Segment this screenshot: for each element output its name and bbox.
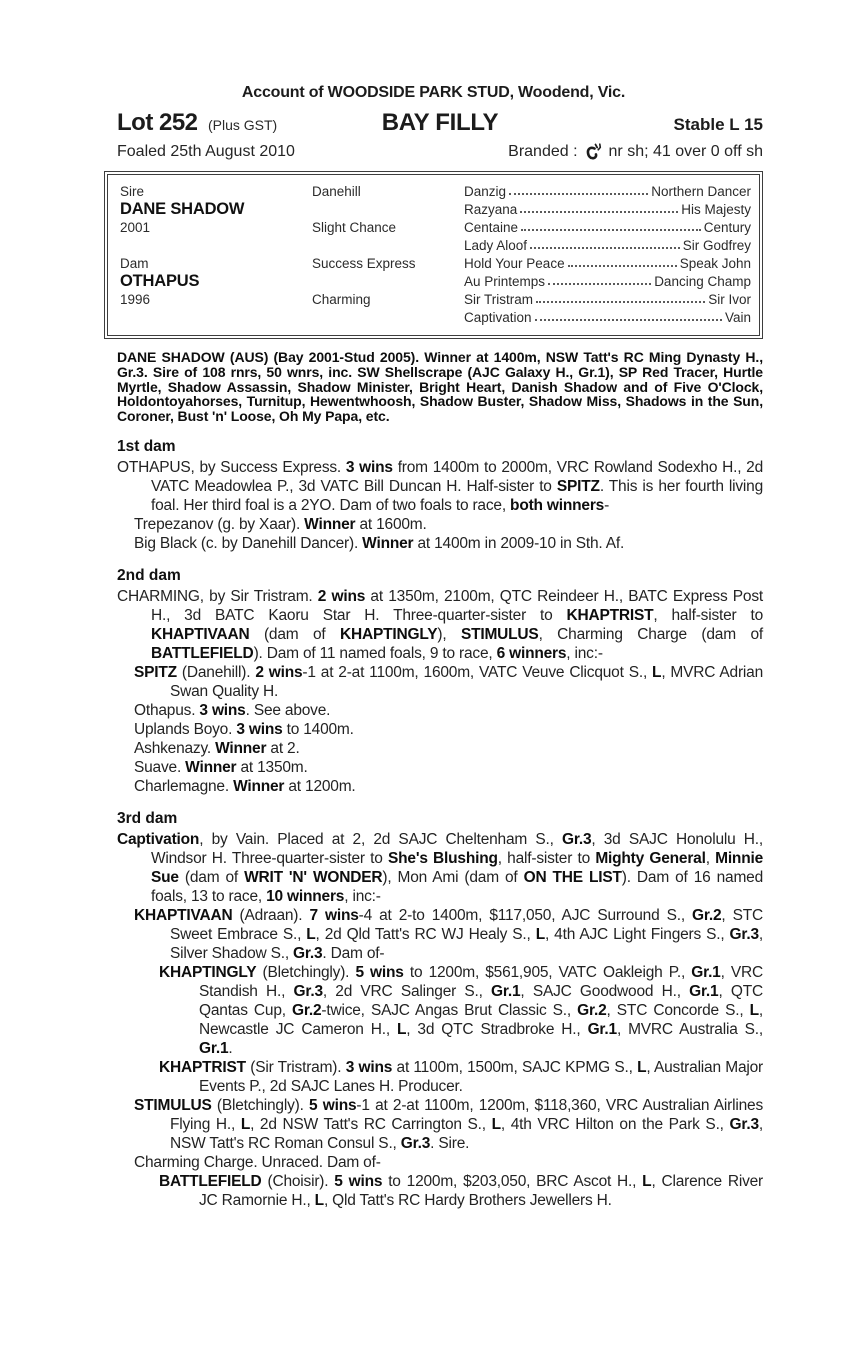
pedigree-row xyxy=(120,236,751,254)
bold-text: STIMULUS xyxy=(134,1096,212,1114)
pedigree-generation1-cell: OTHAPUS xyxy=(120,272,200,290)
bold-text: Gr.1 xyxy=(199,1039,229,1057)
pedigree-paragraph xyxy=(104,534,763,553)
pedigree-row xyxy=(120,254,751,272)
text: , 4th VRC Hilton on the Park S., xyxy=(500,1115,730,1133)
text: (dam of xyxy=(178,868,245,886)
text: . This is her fourth living foal. Her third foal is a 2YO. Dam of two foals to race, xyxy=(151,477,764,514)
bold-text: L xyxy=(396,1020,407,1038)
bold-text: Gr.1 xyxy=(491,982,521,1000)
pedigree-row xyxy=(120,290,751,308)
ancestor-name: Danzig xyxy=(464,183,507,199)
pedigree-paragraph xyxy=(104,701,763,720)
text: from 1400m to 2000m, VRC Rowland Sodexho H., 2d VATC Meadowlea P., 3d VATC Bill Duncan H. Half-sister to xyxy=(151,458,764,495)
text: ). Dam of 11 named foals, 9 to race, xyxy=(253,644,497,662)
bold-text: 2 wins xyxy=(317,587,366,605)
bold-text: 5 wins xyxy=(334,1172,383,1190)
bold-text: 3 wins xyxy=(199,701,246,719)
dam-sections xyxy=(104,438,763,1210)
lot-left xyxy=(117,109,382,137)
text: at 2. xyxy=(266,739,300,757)
bold-text: Gr.1 xyxy=(691,963,721,981)
pedigree-paragraph xyxy=(104,458,763,515)
bold-text: STIMULUS xyxy=(460,625,539,643)
bold-text: Gr.2 xyxy=(577,1001,607,1019)
pedigree-generation1-cell: 1996 xyxy=(120,291,151,307)
bold-text: SPITZ xyxy=(134,663,177,681)
bold-text: KHAPTIVAAN xyxy=(151,625,250,643)
bold-text: 5 wins xyxy=(309,1096,357,1114)
bold-text: ON THE LIST xyxy=(523,868,622,886)
bold-text: KHAPTRIST xyxy=(159,1058,246,1076)
ancestor-name: Hold Your Peace xyxy=(464,255,565,271)
bold-text: SPITZ xyxy=(556,477,600,495)
account-line: Account of WOODSIDE PARK STUD, Woodend, Vic. xyxy=(241,84,626,101)
bold-text: DANE SHADOW (AUS) (Bay 2001-Stud 2005). Winner at 1400m, NSW Tatt's RC Ming Dynasty H., Gr.3. Sire of 108 rnrs, 50 wnrs, inc. SW Shellscrape (AJC Galaxy H., Gr.1), SP Red Tracer, Hurtle Myrtle, Shadow Assassin, Shadow Minister, Bright Heart, Danish Shadow and of Five O'Clock, Holdontoyahorses, Turnitup, Hewentwhoosh, Shadow Buster, Shadow Miss, Shadows in the Sun, Coroner, Bust 'n' Loose, Oh My Papa, etc. xyxy=(117,349,763,425)
text: (Bletchingly). xyxy=(211,1096,310,1114)
dotted-leader xyxy=(521,229,701,231)
pedigree-row xyxy=(120,218,751,236)
bold-text: Minnie Sue xyxy=(151,849,763,886)
pedigree-paragraph xyxy=(104,1172,763,1210)
bold-text: KHAPTRIST xyxy=(566,606,654,624)
dotted-leader xyxy=(536,301,705,303)
pedigree-paragraph xyxy=(104,906,763,963)
pedigree-paragraph xyxy=(104,1153,763,1172)
ancestor-sire-name: Dancing Champ xyxy=(654,274,751,289)
page-content xyxy=(104,84,763,1210)
bold-text: 3 wins xyxy=(345,1058,393,1076)
bold-text: L xyxy=(642,1172,652,1190)
text: Suave. xyxy=(134,758,186,776)
text: Ashkenazy. xyxy=(134,739,216,757)
lot-row xyxy=(104,109,763,137)
bold-text: Gr.3 xyxy=(400,1134,431,1152)
bold-text: Winner xyxy=(185,758,237,776)
text: , half-sister to xyxy=(653,606,763,624)
bold-text: L xyxy=(535,925,545,943)
lot-number: Lot 252 xyxy=(117,109,198,136)
bold-text: BATTLEFIELD xyxy=(159,1172,262,1190)
ancestor-name: Captivation xyxy=(464,309,532,325)
ancestor-name: Lady Aloof xyxy=(464,237,528,253)
pedigree-ancestor-row xyxy=(464,310,751,325)
bold-text: Captivation xyxy=(117,830,200,848)
text: , STC Sweet Embrace S., xyxy=(170,906,764,943)
pedigree-table-inner xyxy=(107,174,760,336)
bold-text: Gr.2 xyxy=(292,1001,322,1019)
pedigree-generation1-cell: DANE SHADOW xyxy=(120,200,245,218)
section-heading: 1st dam xyxy=(117,437,176,455)
text: to 1200m, $561,905, VATC Oakleigh P., xyxy=(403,963,692,981)
pedigree-paragraph xyxy=(104,1096,763,1153)
text: , 3d QTC Stradbroke H., xyxy=(406,1020,588,1038)
ancestor-name: Au Printemps xyxy=(464,274,546,289)
text: at 1100m, 1500m, SAJC KPMG S., xyxy=(392,1058,638,1076)
text: OTHAPUS, by Success Express. xyxy=(117,458,346,476)
brand-mark-icon xyxy=(584,142,603,162)
text: , Clarence River JC Ramornie H., xyxy=(199,1172,764,1209)
ancestor-sire-name: Sir Godfrey xyxy=(682,237,751,253)
text: ), Mon Ami (dam of xyxy=(382,868,524,886)
text: at 1350m. xyxy=(236,758,308,776)
ancestor-sire-name: Vain xyxy=(724,309,751,325)
text: to 1400m. xyxy=(282,720,354,738)
text: , inc:- xyxy=(344,887,381,905)
page-title: BAY FILLY xyxy=(381,109,499,136)
text: , half-sister to xyxy=(497,849,596,867)
pedigree-row xyxy=(120,272,751,290)
section-heading: 2nd dam xyxy=(117,566,181,584)
bold-text: 6 winners xyxy=(496,644,567,662)
text: Big Black (c. by Danehill Dancer). xyxy=(134,534,363,552)
text: , inc:- xyxy=(566,644,603,662)
text: , Australian Major Events P., 2d SAJC Lanes H. Producer. xyxy=(199,1058,764,1095)
branded-label: Branded : xyxy=(508,143,578,160)
ancestor-name: Sir Tristram xyxy=(464,291,533,307)
bold-text: KHAPTINGLY xyxy=(340,625,438,643)
text: . Sire. xyxy=(430,1134,470,1152)
text: . Dam of- xyxy=(322,944,385,962)
text: , VRC Standish H., xyxy=(199,963,764,1000)
text: , MVRC Australia S., xyxy=(616,1020,764,1038)
pedigree-ancestor-row xyxy=(464,184,751,199)
bold-text: L xyxy=(314,1191,324,1209)
pedigree-ancestor-row xyxy=(464,274,751,289)
text: , by Vain. Placed at 2, 2d SAJC Cheltenham S., xyxy=(199,830,562,848)
bold-text: Gr.3 xyxy=(729,1115,759,1133)
text: (dam of xyxy=(249,625,341,643)
text: (Choisir). xyxy=(261,1172,335,1190)
sire-summary xyxy=(104,350,763,424)
bold-text: 5 wins xyxy=(355,963,404,981)
bold-text: KHAPTINGLY xyxy=(159,963,257,981)
bold-text: She's Blushing xyxy=(388,849,498,867)
brand-description: nr sh; 41 over 0 off sh xyxy=(608,143,763,160)
bold-text: Winner xyxy=(233,777,285,795)
bold-text: L xyxy=(491,1115,501,1133)
bold-text: BATTLEFIELD xyxy=(151,644,254,662)
text: , NSW Tatt's RC Roman Consul S., xyxy=(170,1115,763,1152)
text: , MVRC Adrian Swan Quality H. xyxy=(170,663,763,700)
ancestor-sire-name: Northern Dancer xyxy=(651,183,751,199)
text: -twice, SAJC Angas Brut Classic S., xyxy=(321,1001,578,1019)
text: at 1600m. xyxy=(355,515,427,533)
bold-text: L xyxy=(637,1058,647,1076)
text: at 1400m in 2009-10 in Sth. Af. xyxy=(413,534,625,552)
text: , SAJC Goodwood H., xyxy=(520,982,690,1000)
bold-text: Gr.3 xyxy=(729,925,759,943)
text: , 2d NSW Tatt's RC Carrington S., xyxy=(250,1115,492,1133)
text: . xyxy=(228,1039,233,1057)
bold-text: Mighty General xyxy=(595,849,706,867)
text: -1 at 2-at 1100m, 1600m, VATC Veuve Clicquot S., xyxy=(302,663,653,681)
pedigree-row xyxy=(120,182,751,200)
pedigree-paragraph xyxy=(104,739,763,758)
pedigree-paragraph xyxy=(104,663,763,701)
pedigree-paragraph xyxy=(104,1058,763,1096)
ancestor-sire-name: His Majesty xyxy=(681,202,751,217)
ancestor-name: Razyana xyxy=(464,202,518,217)
text: Charlemagne. xyxy=(134,777,234,795)
text: to 1200m, $203,050, BRC Ascot H., xyxy=(382,1172,643,1190)
ancestor-sire-name: Speak John xyxy=(679,255,751,271)
gst-note: (Plus GST) xyxy=(207,117,278,133)
text: , 2d VRC Salinger S., xyxy=(322,982,492,1000)
bold-text: Gr.1 xyxy=(689,982,719,1000)
pedigree-paragraph xyxy=(104,777,763,796)
pedigree-paragraph xyxy=(104,720,763,739)
pedigree-generation2-cell: Danehill xyxy=(312,183,361,199)
stable-number: Stable L 15 xyxy=(673,115,763,134)
bold-text: L xyxy=(240,1115,251,1133)
text: Othapus. xyxy=(134,701,200,719)
text: -4 at 2-to 1400m, $117,050, AJC Surround S., xyxy=(358,906,693,924)
dotted-leader xyxy=(548,283,651,285)
bold-text: 2 wins xyxy=(255,663,303,681)
bold-text: 7 wins xyxy=(309,906,359,924)
text: , Silver Shadow S., xyxy=(170,925,764,962)
pedigree-ancestor-row xyxy=(464,256,751,271)
bold-text: Gr.3 xyxy=(293,944,323,962)
pedigree-paragraph xyxy=(104,963,763,1058)
ancestor-sire-name: Sir Ivor xyxy=(708,291,751,307)
bold-text: WRIT 'N' WONDER xyxy=(244,868,383,886)
section-heading: 3rd dam xyxy=(117,809,178,827)
pedigree-ancestor-row xyxy=(464,292,751,307)
branded-info xyxy=(508,142,763,162)
bold-text: L xyxy=(749,1001,759,1019)
text: , 3d SAJC Honolulu H., Windsor H. Three-quarter-sister to xyxy=(151,830,764,867)
pedigree-ancestor-row xyxy=(464,238,751,253)
dotted-leader xyxy=(509,193,648,195)
text: (Danehill). xyxy=(176,663,256,681)
text: (Adraan). xyxy=(232,906,310,924)
text: , xyxy=(705,849,716,867)
bold-text: 10 winners xyxy=(266,887,345,905)
text: at 1350m, 2100m, QTC Reindeer H., BATC Express Post H., 3d BATC Kaoru Star H. Three-quarter-sister to xyxy=(151,587,763,624)
bold-text: 3 wins xyxy=(236,720,283,738)
bold-text: 3 wins xyxy=(345,458,393,476)
text: Trepezanov (g. by Xaar). xyxy=(134,515,305,533)
text: , 4th AJC Light Fingers S., xyxy=(545,925,730,943)
pedigree-paragraph xyxy=(104,830,763,906)
text: Charming Charge. Unraced. Dam of- xyxy=(134,1153,381,1171)
pedigree-ancestor-row xyxy=(464,220,751,235)
dotted-leader xyxy=(530,247,680,249)
bold-text: KHAPTIVAAN xyxy=(134,906,233,924)
text: , STC Concorde S., xyxy=(606,1001,750,1019)
ancestor-name: Centaine xyxy=(464,219,519,235)
pedigree-row xyxy=(120,200,751,218)
pedigree-paragraph xyxy=(104,587,763,663)
text: , Qld Tatt's RC Hardy Brothers Jewellers H. xyxy=(323,1191,612,1209)
ancestor-sire-name: Century xyxy=(703,219,751,235)
pedigree-ancestor-row xyxy=(464,202,751,217)
text: (Sir Tristram). xyxy=(245,1058,346,1076)
pedigree-paragraph xyxy=(104,515,763,534)
bold-text: Gr.2 xyxy=(692,906,722,924)
dotted-leader xyxy=(520,211,678,213)
bold-text: Winner xyxy=(362,534,414,552)
text: ), xyxy=(437,625,461,643)
bold-text: Gr.3 xyxy=(293,982,323,1000)
pedigree-paragraph xyxy=(104,758,763,777)
text: CHARMING, by Sir Tristram. xyxy=(117,587,318,605)
pedigree-table xyxy=(104,171,763,339)
bold-text: Winner xyxy=(215,739,267,757)
text: - xyxy=(604,496,610,514)
text: , 2d Qld Tatt's RC WJ Healy S., xyxy=(315,925,536,943)
text: Uplands Boyo. xyxy=(134,720,237,738)
dotted-leader xyxy=(568,265,677,267)
pedigree-generation1-cell: Sire xyxy=(120,183,145,199)
bold-text: both winners xyxy=(510,496,605,514)
bold-text: Gr.3 xyxy=(562,830,592,848)
pedigree-generation2-cell: Charming xyxy=(312,291,371,307)
text: . See above. xyxy=(245,701,331,719)
bold-text: L xyxy=(306,925,316,943)
text: at 1200m. xyxy=(284,777,356,795)
text: -1 at 2-at 1100m, 1200m, $118,360, VRC Australian Airlines Flying H., xyxy=(170,1096,763,1133)
pedigree-generation2-cell: Success Express xyxy=(312,255,416,271)
dotted-leader xyxy=(535,319,722,321)
text: , QTC Qantas Cup, xyxy=(199,982,763,1019)
pedigree-generation1-cell: Dam xyxy=(120,255,149,271)
foaled-date: Foaled 25th August 2010 xyxy=(117,143,295,160)
text: ). Dam of 16 named foals, 13 to race, xyxy=(151,868,763,905)
bold-text: L xyxy=(652,663,662,681)
foaled-row xyxy=(104,142,763,162)
pedigree-generation2-cell: Slight Chance xyxy=(312,219,397,235)
bold-text: Gr.1 xyxy=(587,1020,617,1038)
text: (Bletchingly). xyxy=(256,963,356,981)
bold-text: Winner xyxy=(304,515,356,533)
text: , Newcastle JC Cameron H., xyxy=(199,1001,763,1038)
text: , Charming Charge (dam of xyxy=(538,625,763,643)
pedigree-generation1-cell: 2001 xyxy=(120,219,151,235)
pedigree-row xyxy=(120,308,751,326)
